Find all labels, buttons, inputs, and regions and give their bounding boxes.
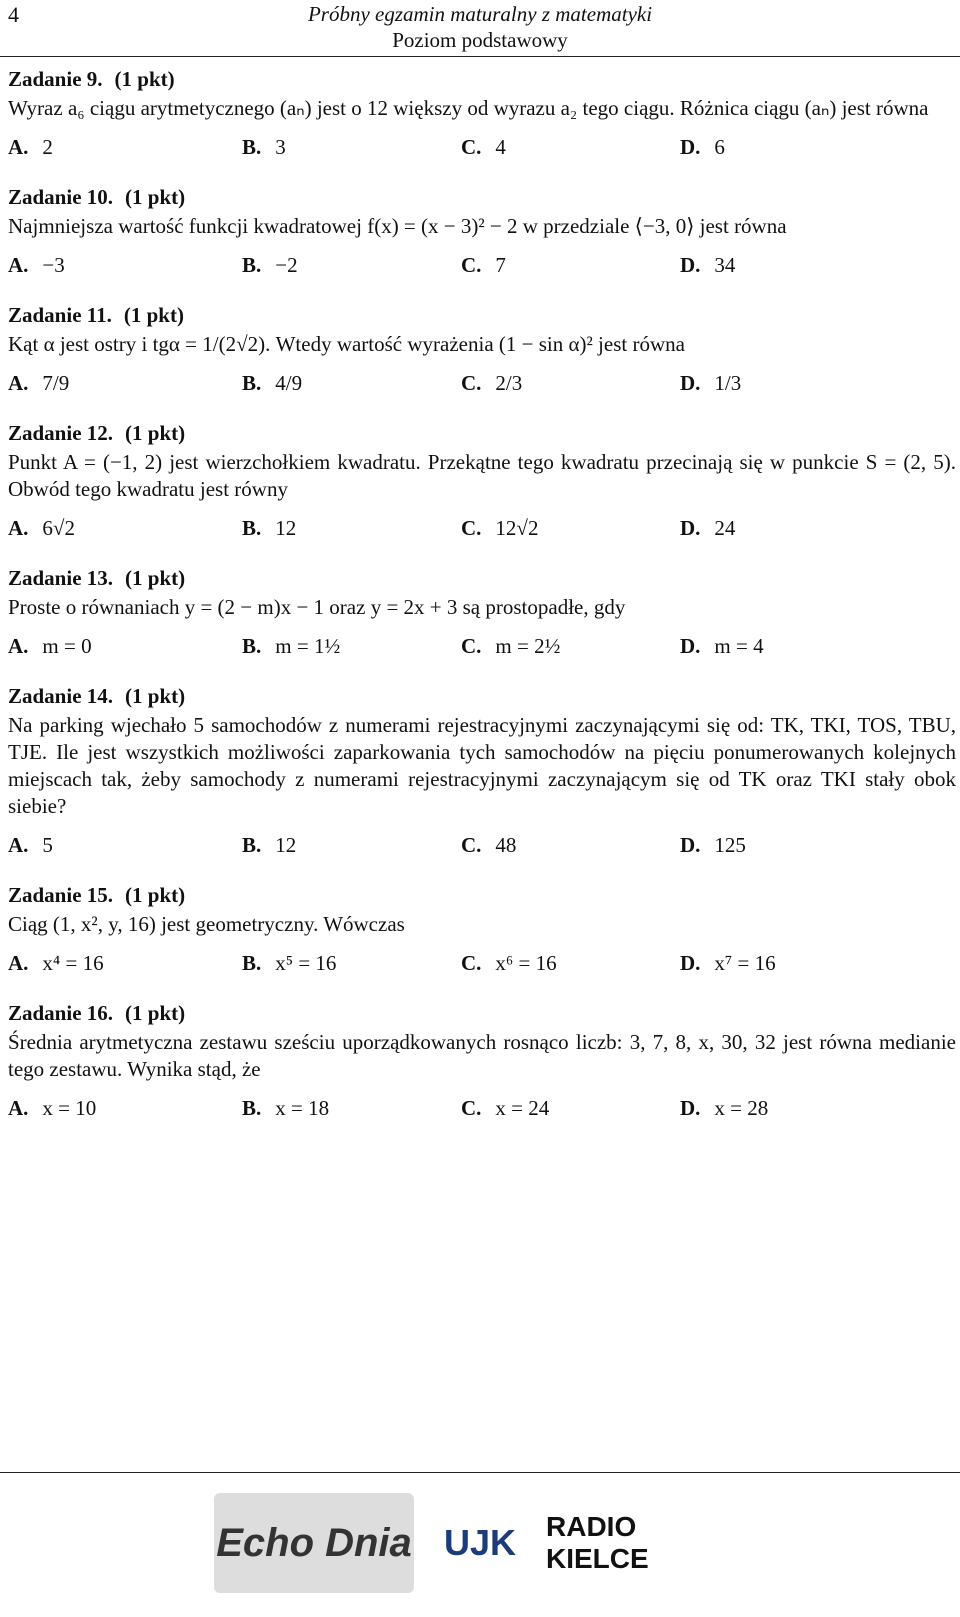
answer-text: x = 18 xyxy=(275,1096,330,1120)
task-12 xyxy=(8,420,956,551)
answer-option[interactable] xyxy=(680,1095,768,1122)
task-stem: Średnia arytmetyczna zestawu sześciu uporządkowanych rosnąco liczb: 3, 7, 8, x, 30, 32 jest równa medianie tego zestawu. Wynika stąd, że xyxy=(8,1030,956,1081)
answer-text: x⁶ = 16 xyxy=(495,951,557,975)
answer-letter: D. xyxy=(680,951,701,975)
answer-text: x⁷ = 16 xyxy=(714,951,776,975)
answer-option[interactable] xyxy=(8,134,53,161)
answer-option[interactable] xyxy=(8,633,92,660)
answer-letter: C. xyxy=(461,516,482,540)
answer-option[interactable] xyxy=(8,950,104,977)
task-points: (1 pkt) xyxy=(125,1001,186,1025)
answer-text: 2/3 xyxy=(495,371,523,395)
answer-letter: D. xyxy=(680,135,701,159)
answer-text: 34 xyxy=(714,253,736,277)
answer-text: m = 1½ xyxy=(275,634,341,658)
task-label: Zadanie 15. xyxy=(8,883,114,907)
answer-text: 125 xyxy=(714,833,746,857)
echo-dnia-logo: Echo Dnia xyxy=(214,1493,414,1593)
answer-option[interactable] xyxy=(8,515,75,542)
answer-letter: C. xyxy=(461,634,482,658)
answer-text: 5 xyxy=(42,833,53,857)
page-header xyxy=(0,0,960,57)
answer-option[interactable] xyxy=(242,1095,329,1122)
answer-option[interactable] xyxy=(680,134,725,161)
task-points: (1 pkt) xyxy=(123,303,184,327)
answer-options xyxy=(8,370,956,406)
task-10 xyxy=(8,184,956,288)
answer-text: m = 2½ xyxy=(495,634,561,658)
ujk-logo: UJK xyxy=(443,1522,517,1563)
task-points: (1 pkt) xyxy=(125,421,186,445)
answer-letter: B. xyxy=(242,951,262,975)
answer-letter: C. xyxy=(461,951,482,975)
answer-letter: A. xyxy=(8,951,29,975)
answer-text: x⁴ = 16 xyxy=(42,951,104,975)
answer-text: x = 28 xyxy=(714,1096,769,1120)
task-stem: Ciąg (1, x², y, 16) jest geometryczny. Wówczas xyxy=(8,912,405,936)
answer-option[interactable] xyxy=(242,515,296,542)
answer-option[interactable] xyxy=(680,950,776,977)
answer-option[interactable] xyxy=(461,134,506,161)
answer-text: 3 xyxy=(275,135,286,159)
answer-letter: D. xyxy=(680,516,701,540)
task-label: Zadanie 13. xyxy=(8,566,114,590)
answer-text: 24 xyxy=(714,516,736,540)
task-points: (1 pkt) xyxy=(125,185,186,209)
answer-letter: B. xyxy=(242,371,262,395)
answer-option[interactable] xyxy=(242,633,340,660)
answer-letter: C. xyxy=(461,135,482,159)
task-label: Zadanie 10. xyxy=(8,185,114,209)
task-title xyxy=(8,302,956,329)
answer-option[interactable] xyxy=(461,950,557,977)
task-stem: Proste o równaniach y = (2 − m)x − 1 oraz y = 2x + 3 są prostopadłe, gdy xyxy=(8,595,626,619)
task-11 xyxy=(8,302,956,406)
answer-options xyxy=(8,515,956,551)
answer-letter: C. xyxy=(461,833,482,857)
task-15 xyxy=(8,882,956,986)
answer-letter: B. xyxy=(242,634,262,658)
answer-option[interactable] xyxy=(242,252,298,279)
answer-option[interactable] xyxy=(461,370,522,397)
task-title xyxy=(8,66,956,93)
task-stem: Najmniejsza wartość funkcji kwadratowej f(x) = (x − 3)² − 2 w przedziale ⟨−3, 0⟩ jest równa xyxy=(8,214,787,238)
exam-level: Poziom podstawowy xyxy=(392,28,568,52)
answer-text: x = 10 xyxy=(42,1096,97,1120)
radio-kielce-logo: RADIO KIELCE xyxy=(546,1511,649,1574)
answer-option[interactable] xyxy=(680,252,735,279)
answer-text: 6 xyxy=(714,135,725,159)
answer-option[interactable] xyxy=(680,515,735,542)
answer-text: x = 24 xyxy=(495,1096,550,1120)
answer-letter: C. xyxy=(461,1096,482,1120)
answer-text: 4/9 xyxy=(275,371,303,395)
answer-text: 6√2 xyxy=(42,516,75,540)
answer-text: m = 4 xyxy=(714,634,764,658)
answer-text: −2 xyxy=(275,253,298,277)
answer-letter: A. xyxy=(8,833,29,857)
task-points: (1 pkt) xyxy=(125,684,186,708)
answer-option[interactable] xyxy=(8,1095,96,1122)
answer-letter: B. xyxy=(242,253,262,277)
answer-letter: C. xyxy=(461,371,482,395)
answer-text: x⁵ = 16 xyxy=(275,951,337,975)
answer-option[interactable] xyxy=(680,633,764,660)
task-label: Zadanie 9. xyxy=(8,67,103,91)
answer-letter: B. xyxy=(242,135,262,159)
answer-option[interactable] xyxy=(461,252,506,279)
answer-option[interactable] xyxy=(461,633,560,660)
page-number: 4 xyxy=(8,2,19,27)
answer-letter: D. xyxy=(680,371,701,395)
answer-option[interactable] xyxy=(242,134,286,161)
answer-option[interactable] xyxy=(8,370,69,397)
task-stem: Kąt α jest ostry i tgα = 1/(2√2). Wtedy wartość wyrażenia (1 − sin α)² jest równa xyxy=(8,332,685,356)
task-title xyxy=(8,420,956,447)
task-13 xyxy=(8,565,956,669)
task-points: (1 pkt) xyxy=(114,67,175,91)
answer-letter: D. xyxy=(680,253,701,277)
answer-option[interactable] xyxy=(242,832,296,859)
task-label: Zadanie 14. xyxy=(8,684,114,708)
task-stem: Punkt A = (−1, 2) jest wierzchołkiem kwadratu. Przekątne tego kwadratu przecinają się w punkcie S = (2, 5). Obwód tego kwadratu jest równy xyxy=(8,450,956,501)
answer-letter: A. xyxy=(8,371,29,395)
answer-options xyxy=(8,134,956,170)
answer-option[interactable] xyxy=(461,515,538,542)
task-stem: Na parking wjechało 5 samochodów z numerami rejestracyjnymi zaczynającymi się od: TK, TKI, TOS, TBU, TJE. Ile jest wszystkich możliwości zaparkowania tych samochodów na pięciu ponumerowanych kolejnych miejscach tak, żeby samochody z numerami rejestracyjnymi zaczynającym się od TK oraz TKI stały obok siebie? xyxy=(8,713,956,818)
task-label: Zadanie 12. xyxy=(8,421,114,445)
answer-option[interactable] xyxy=(8,252,65,279)
answer-text: m = 0 xyxy=(42,634,92,658)
answer-options xyxy=(8,252,956,288)
answer-text: 12 xyxy=(275,516,297,540)
answer-option[interactable] xyxy=(242,370,302,397)
answer-letter: A. xyxy=(8,516,29,540)
answer-letter: B. xyxy=(242,516,262,540)
task-points: (1 pkt) xyxy=(125,566,186,590)
answer-option[interactable] xyxy=(461,1095,549,1122)
task-points: (1 pkt) xyxy=(125,883,186,907)
task-title xyxy=(8,683,956,710)
answer-letter: A. xyxy=(8,135,29,159)
answer-text: 48 xyxy=(495,833,517,857)
answer-options xyxy=(8,1095,956,1131)
answer-options xyxy=(8,633,956,669)
task-title xyxy=(8,184,956,211)
answer-text: 7/9 xyxy=(42,371,70,395)
task-title xyxy=(8,1000,956,1027)
answer-letter: C. xyxy=(461,253,482,277)
task-label: Zadanie 11. xyxy=(8,303,112,327)
answer-text: 7 xyxy=(495,253,506,277)
task-label: Zadanie 16. xyxy=(8,1001,114,1025)
answer-options xyxy=(8,832,956,868)
answer-option[interactable] xyxy=(680,832,746,859)
answer-text: 1/3 xyxy=(714,371,742,395)
answer-text: 4 xyxy=(495,135,506,159)
footer-divider xyxy=(0,1472,960,1473)
answer-text: −3 xyxy=(42,253,65,277)
answer-letter: A. xyxy=(8,253,29,277)
task-14 xyxy=(8,683,956,868)
answer-letter: A. xyxy=(8,1096,29,1120)
exam-title: Próbny egzamin maturalny z matematyki xyxy=(307,2,653,26)
answer-letter: B. xyxy=(242,1096,262,1120)
answer-text: 12√2 xyxy=(495,516,539,540)
answer-letter: D. xyxy=(680,1096,701,1120)
answer-option[interactable] xyxy=(242,950,336,977)
answer-option[interactable] xyxy=(680,370,741,397)
answer-letter: D. xyxy=(680,833,701,857)
answer-text: 12 xyxy=(275,833,297,857)
task-title xyxy=(8,882,956,909)
task-title xyxy=(8,565,956,592)
task-stem: Wyraz a₆ ciągu arytmetycznego (aₙ) jest o 12 większy od wyrazu a₂ tego ciągu. Różnica ciągu (aₙ) jest równa xyxy=(8,96,929,120)
answer-letter: B. xyxy=(242,833,262,857)
answer-text: 2 xyxy=(42,135,53,159)
answer-option[interactable] xyxy=(8,832,53,859)
task-list xyxy=(8,60,956,1145)
answer-letter: D. xyxy=(680,634,701,658)
task-16 xyxy=(8,1000,956,1131)
answer-letter: A. xyxy=(8,634,29,658)
footer-logos xyxy=(160,1478,800,1608)
answer-option[interactable] xyxy=(461,832,516,859)
answer-options xyxy=(8,950,956,986)
task-9 xyxy=(8,66,956,170)
